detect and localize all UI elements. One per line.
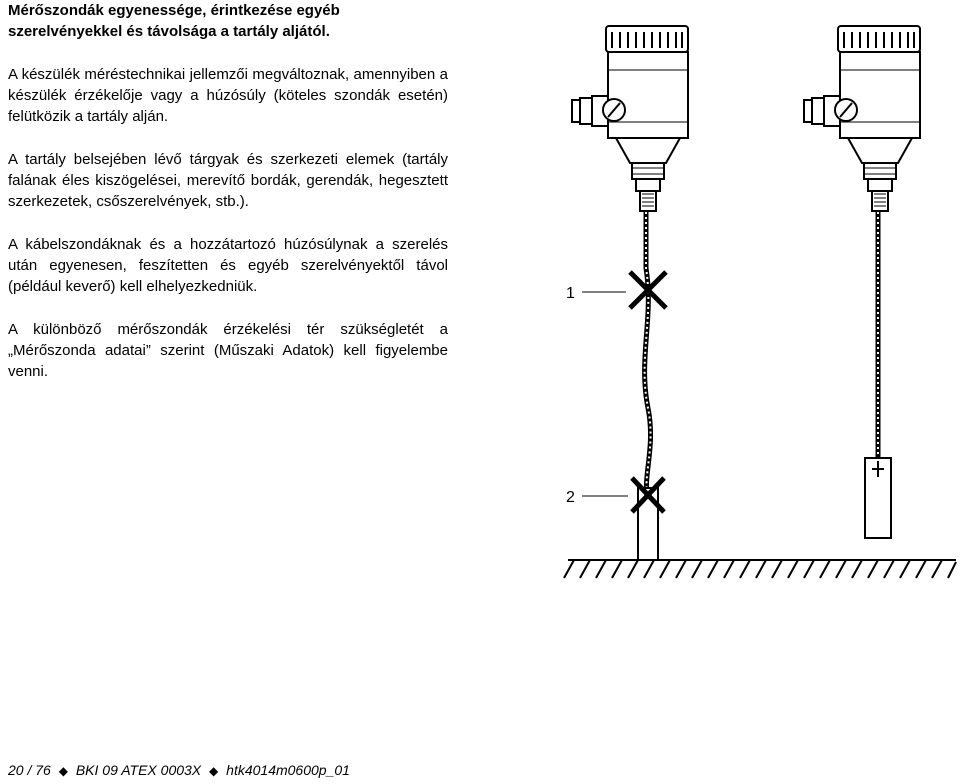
diamond-separator-icon: ◆ [58,764,68,778]
paragraph-3: A kábelszondáknak és a hozzátartozó húzósúlynak a szerelés után egyenesen, feszítetten és egyéb szerelvényektől távol (például keverő) kell elhelyezkedniük. [8,236,448,295]
section-heading-line-1: Mérőszondák egyenessége, érintkezése egyéb [8,2,340,19]
paragraph-4: A különböző mérőszondák érzékelési tér szükségletét a „Mérőszonda adatai” szerint (Műszaki Adatok) kell figyelembe venni. [8,321,448,380]
section-heading-line-2: szerelvényekkel és távolsága a tartály aljától. [8,23,330,40]
tank-bottom-ground [564,560,956,578]
probe-diagram [560,18,960,588]
right-probe-housing [804,26,920,211]
diamond-separator-icon: ◆ [209,764,219,778]
paragraph-2: A tartály belsejében lévő tárgyak és szerkezeti elemek (tartály falának éles kiszögelései, merevítő bordák, gerendák, hegesztett szerkezetek, csőszerelvények, stb.). [8,151,448,210]
section-heading [8,0,448,42]
text-column [8,0,448,404]
page-footer [8,761,350,780]
paragraph-1: A készülék méréstechnikai jellemzői megváltoznak, amennyiben a készülék érzékelője vagy a húzósúly (köteles szondák esetén) felütközik a tartály alján. [8,66,448,125]
callout-label-2: 2 [566,489,575,506]
page-number: 20 / 76 [8,762,51,778]
left-probe-housing [572,26,688,211]
callout-label-1: 1 [566,285,575,302]
document-id: BKI 09 ATEX 0003X [75,762,202,778]
file-code: htk4014m0600p_01 [226,762,350,778]
probe-installation-figure [560,18,960,588]
